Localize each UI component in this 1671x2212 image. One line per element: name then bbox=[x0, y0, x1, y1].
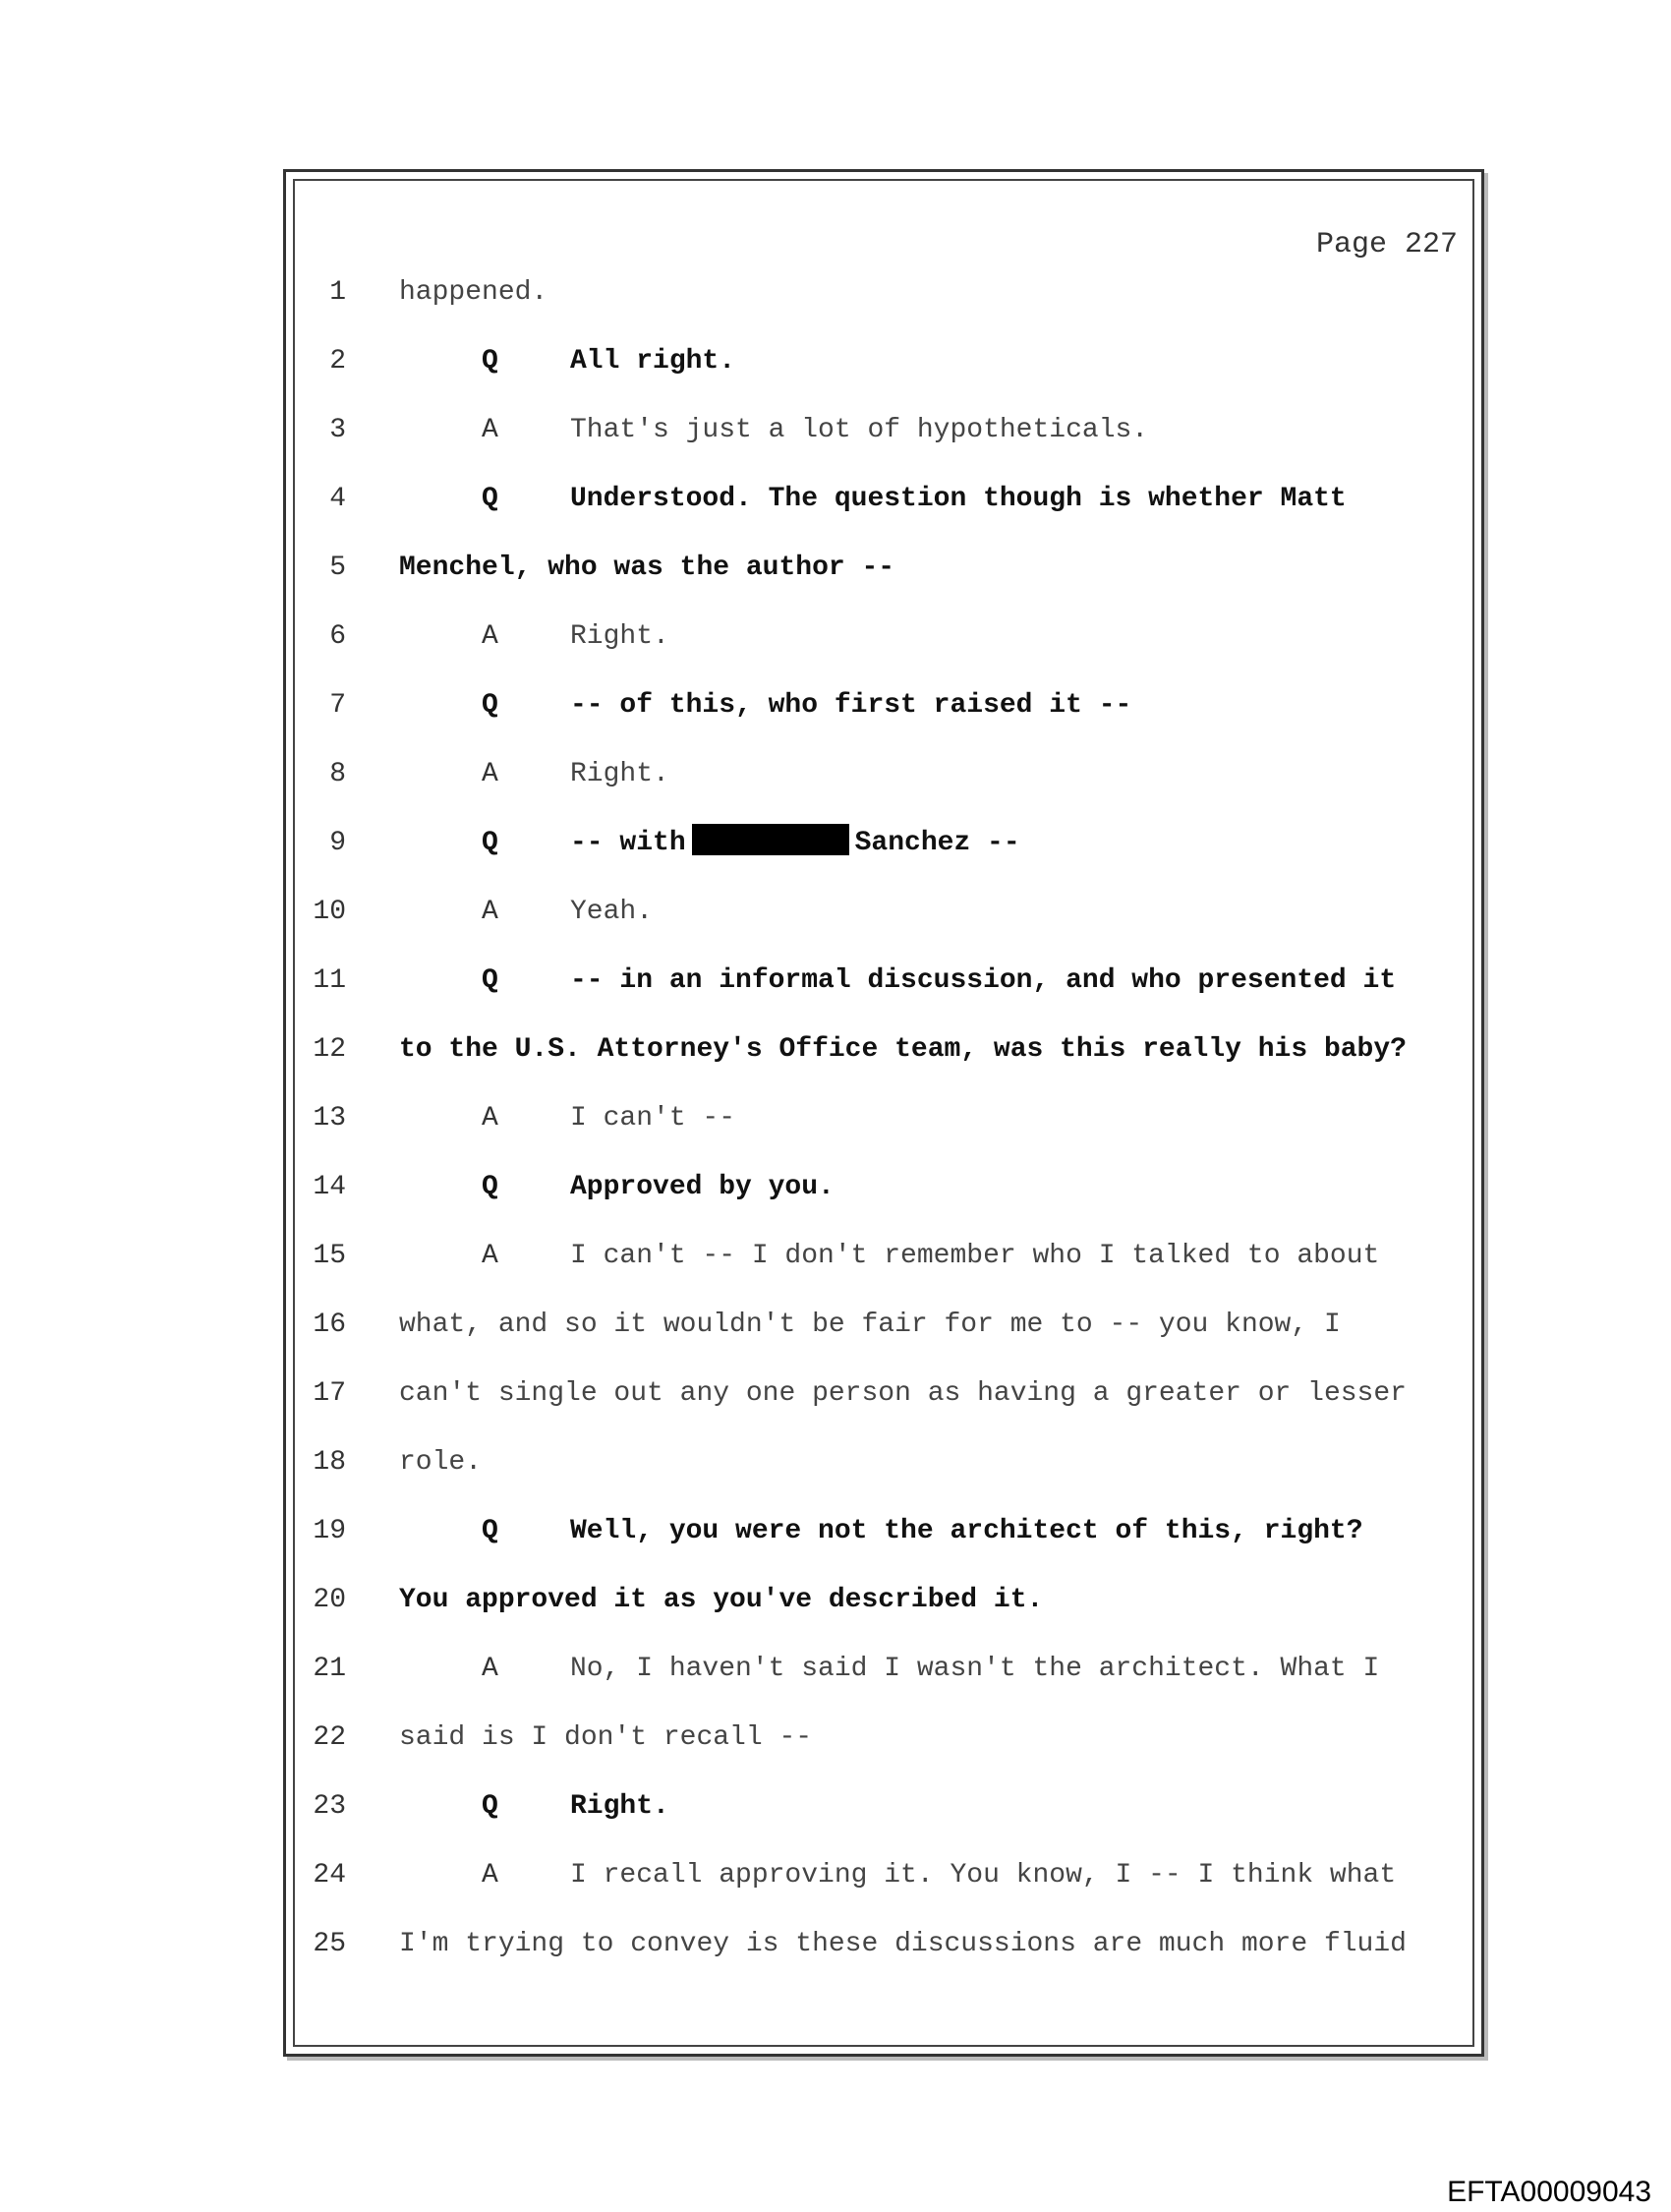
line-text: Right. bbox=[570, 1791, 669, 1822]
line-text: -- of this, who first raised it -- bbox=[570, 690, 1132, 721]
transcript-line bbox=[295, 682, 1474, 751]
line-number: 25 bbox=[313, 1929, 346, 1959]
transcript-line bbox=[295, 1439, 1474, 1508]
line-text: -- in an informal discussion, and who presented it bbox=[570, 965, 1397, 996]
line-number: 3 bbox=[329, 415, 346, 445]
line-number: 15 bbox=[313, 1241, 346, 1271]
line-number: 20 bbox=[313, 1585, 346, 1615]
transcript-line bbox=[295, 1921, 1474, 1990]
line-text: Understood. The question though is whether Matt bbox=[570, 484, 1347, 514]
line-text: Right. bbox=[570, 759, 669, 789]
line-number: 13 bbox=[313, 1103, 346, 1134]
transcript-line bbox=[295, 1302, 1474, 1370]
line-text: said is I don't recall -- bbox=[399, 1722, 813, 1753]
transcript-line bbox=[295, 820, 1474, 889]
line-number: 10 bbox=[313, 897, 346, 927]
line-number: 2 bbox=[329, 346, 346, 377]
transcript-body bbox=[295, 269, 1474, 1990]
transcript-line bbox=[295, 1370, 1474, 1439]
question-marker: Q bbox=[482, 828, 498, 858]
line-number: 22 bbox=[313, 1722, 346, 1753]
line-number: 24 bbox=[313, 1860, 346, 1891]
document-id: EFTA00009043 bbox=[1447, 2176, 1651, 2208]
line-number: 1 bbox=[329, 277, 346, 308]
answer-marker: A bbox=[482, 759, 498, 789]
line-number: 9 bbox=[329, 828, 346, 858]
line-text: You approved it as you've described it. bbox=[399, 1585, 1044, 1615]
answer-marker: A bbox=[482, 897, 498, 927]
question-marker: Q bbox=[482, 690, 498, 721]
line-text: Yeah. bbox=[570, 897, 654, 927]
transcript-line bbox=[295, 545, 1474, 613]
line-text: I can't -- I don't remember who I talked to about bbox=[570, 1241, 1380, 1271]
transcript-line bbox=[295, 1783, 1474, 1852]
transcript-line bbox=[295, 1646, 1474, 1715]
transcript-line bbox=[295, 1852, 1474, 1921]
transcript-line bbox=[295, 407, 1474, 476]
line-text-before-redaction: -- with bbox=[570, 828, 686, 858]
line-number: 8 bbox=[329, 759, 346, 789]
line-text: I can't -- bbox=[570, 1103, 736, 1134]
redaction-block bbox=[692, 824, 849, 855]
transcript-line bbox=[295, 1508, 1474, 1577]
question-marker: Q bbox=[482, 484, 498, 514]
transcript-line bbox=[295, 1577, 1474, 1646]
line-number: 14 bbox=[313, 1172, 346, 1202]
line-text: Well, you were not the architect of this, right? bbox=[570, 1516, 1363, 1546]
transcript-line bbox=[295, 338, 1474, 407]
line-text: what, and so it wouldn't be fair for me to -- you know, I bbox=[399, 1310, 1341, 1340]
line-text: Approved by you. bbox=[570, 1172, 835, 1202]
answer-marker: A bbox=[482, 1241, 498, 1271]
line-number: 5 bbox=[329, 553, 346, 583]
question-marker: Q bbox=[482, 346, 498, 377]
line-text: Right. bbox=[570, 621, 669, 652]
answer-marker: A bbox=[482, 415, 498, 445]
answer-marker: A bbox=[482, 1860, 498, 1891]
line-text: happened. bbox=[399, 277, 548, 308]
line-number: 21 bbox=[313, 1654, 346, 1684]
line-number: 19 bbox=[313, 1516, 346, 1546]
line-number: 23 bbox=[313, 1791, 346, 1822]
transcript-line bbox=[295, 958, 1474, 1026]
answer-marker: A bbox=[482, 1654, 498, 1684]
line-text: I'm trying to convey is these discussions are much more fluid bbox=[399, 1929, 1407, 1959]
question-marker: Q bbox=[482, 1791, 498, 1822]
line-number: 17 bbox=[313, 1378, 346, 1409]
line-number: 11 bbox=[313, 965, 346, 996]
transcript-line bbox=[295, 1164, 1474, 1233]
page-number: Page 227 bbox=[1315, 228, 1458, 262]
transcript-line bbox=[295, 1233, 1474, 1302]
transcript-line bbox=[295, 751, 1474, 820]
line-number: 4 bbox=[329, 484, 346, 514]
line-text: No, I haven't said I wasn't the architect. What I bbox=[570, 1654, 1380, 1684]
line-number: 16 bbox=[313, 1310, 346, 1340]
transcript-line bbox=[295, 1095, 1474, 1164]
transcript-line bbox=[295, 889, 1474, 958]
line-text: role. bbox=[399, 1447, 483, 1478]
line-text: to the U.S. Attorney's Office team, was this really his baby? bbox=[399, 1034, 1407, 1065]
answer-marker: A bbox=[482, 1103, 498, 1134]
line-text: That's just a lot of hypotheticals. bbox=[570, 415, 1149, 445]
line-number: 6 bbox=[329, 621, 346, 652]
transcript-line bbox=[295, 1026, 1474, 1095]
line-text: Menchel, who was the author -- bbox=[399, 553, 895, 583]
line-text: can't single out any one person as having a greater or lesser bbox=[399, 1378, 1407, 1409]
question-marker: Q bbox=[482, 1172, 498, 1202]
transcript-line bbox=[295, 269, 1474, 338]
question-marker: Q bbox=[482, 965, 498, 996]
answer-marker: A bbox=[482, 621, 498, 652]
line-text: I recall approving it. You know, I -- I think what bbox=[570, 1860, 1397, 1891]
line-text-after-redaction: Sanchez -- bbox=[854, 828, 1020, 858]
transcript-line bbox=[295, 1715, 1474, 1783]
question-marker: Q bbox=[482, 1516, 498, 1546]
line-text bbox=[570, 820, 1020, 867]
transcript-line bbox=[295, 476, 1474, 545]
transcript-line bbox=[295, 613, 1474, 682]
line-text: All right. bbox=[570, 346, 736, 377]
line-number: 18 bbox=[313, 1447, 346, 1478]
line-number: 7 bbox=[329, 690, 346, 721]
line-number: 12 bbox=[313, 1034, 346, 1065]
